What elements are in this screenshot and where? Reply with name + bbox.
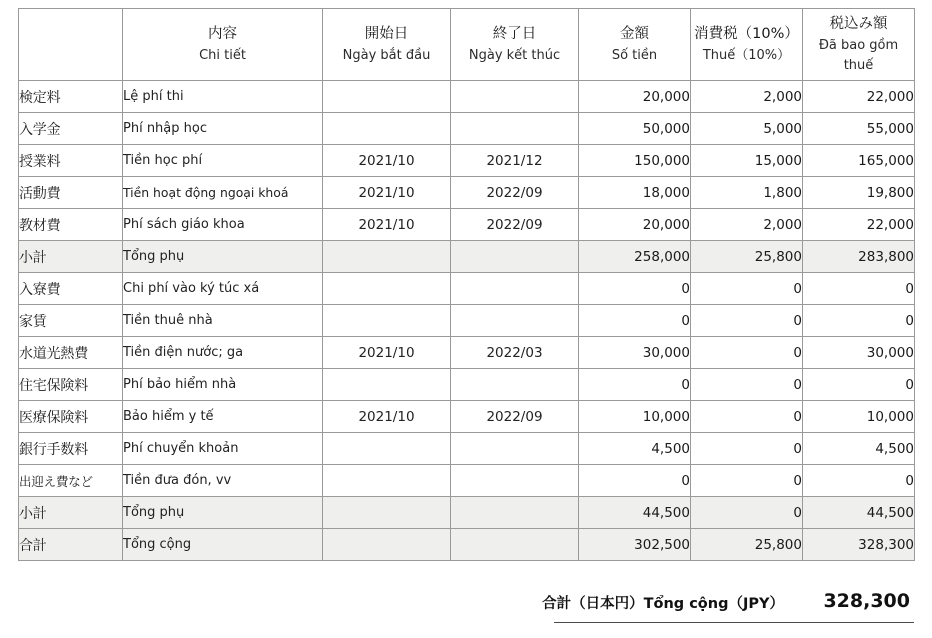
table-row [19, 209, 915, 241]
cell-description: Tiền hoạt động ngoại khoá [123, 177, 323, 209]
column-header-description-vi: Chi tiết [199, 47, 246, 63]
cell-description: Chi phí vào ký túc xá [123, 273, 323, 305]
cell-total: 283,800 [803, 241, 915, 273]
table-body [19, 81, 915, 561]
cell-description: Tiền thuê nhà [123, 305, 323, 337]
cell-description: Phí bảo hiểm nhà [123, 369, 323, 401]
table-row [19, 113, 915, 145]
cell-code: 銀行手数料 [19, 433, 123, 465]
cell-description: Bảo hiểm y tế [123, 401, 323, 433]
column-header-description-ja: 内容 [208, 26, 237, 43]
cell-amount: 4,500 [579, 433, 691, 465]
cell-tax: 0 [691, 369, 803, 401]
column-header-description [123, 9, 323, 81]
table-row [19, 81, 915, 113]
cell-tax: 0 [691, 337, 803, 369]
column-header-total-ja: 税込み額 [829, 16, 888, 33]
cell-total: 30,000 [803, 337, 915, 369]
cell-total: 165,000 [803, 145, 915, 177]
cell-start-date [323, 497, 451, 529]
cell-description: Tiền đưa đón, vv [123, 465, 323, 497]
cell-end-date [451, 529, 579, 561]
cell-amount: 44,500 [579, 497, 691, 529]
table-row [19, 273, 915, 305]
cell-tax: 25,800 [691, 529, 803, 561]
column-header-end-date [451, 9, 579, 81]
cell-total: 19,800 [803, 177, 915, 209]
cell-amount: 258,000 [579, 241, 691, 273]
cell-end-date [451, 305, 579, 337]
column-header-start-date-vi: Ngày bắt đầu [342, 47, 431, 63]
cell-code: 住宅保険料 [19, 369, 123, 401]
cell-total: 22,000 [803, 209, 915, 241]
table-row [19, 529, 915, 561]
grand-total-label: 合計（日本円）Tổng cộng（JPY） [542, 596, 784, 612]
cell-description: Tổng phụ [123, 497, 323, 529]
column-header-amount-vi: Số tiền [611, 47, 658, 63]
cell-code: 小計 [19, 241, 123, 273]
cell-amount: 0 [579, 273, 691, 305]
cell-amount: 0 [579, 465, 691, 497]
cell-total: 0 [803, 305, 915, 337]
cell-end-date: 2022/03 [451, 337, 579, 369]
cell-amount: 30,000 [579, 337, 691, 369]
cell-total: 0 [803, 465, 915, 497]
column-header-total-vi: Đã bao gồm thuế [818, 37, 899, 73]
table-row [19, 337, 915, 369]
cell-description: Tổng cộng [123, 529, 323, 561]
cell-description: Tiền học phí [123, 145, 323, 177]
column-header-end-date-ja: 終了日 [492, 26, 537, 43]
column-header-code [19, 9, 123, 81]
cell-total: 55,000 [803, 113, 915, 145]
cell-code: 教材費 [19, 209, 123, 241]
cell-end-date: 2022/09 [451, 209, 579, 241]
cell-amount: 20,000 [579, 209, 691, 241]
cell-start-date [323, 529, 451, 561]
cell-description: Phí nhập học [123, 113, 323, 145]
grand-total-block [18, 588, 914, 630]
table-row [19, 369, 915, 401]
table-header-row [19, 9, 915, 81]
cell-start-date: 2021/10 [323, 145, 451, 177]
column-header-tax [691, 9, 803, 81]
cell-end-date: 2022/09 [451, 177, 579, 209]
cell-amount: 10,000 [579, 401, 691, 433]
table-row [19, 401, 915, 433]
cell-total: 44,500 [803, 497, 915, 529]
cell-total: 10,000 [803, 401, 915, 433]
cell-code: 入寮費 [19, 273, 123, 305]
table-row [19, 177, 915, 209]
cell-end-date: 2021/12 [451, 145, 579, 177]
table-row [19, 305, 915, 337]
cell-tax: 0 [691, 273, 803, 305]
fee-table [18, 8, 915, 561]
cell-start-date: 2021/10 [323, 401, 451, 433]
column-header-amount [579, 9, 691, 81]
cell-code: 入学金 [19, 113, 123, 145]
cell-code: 合計 [19, 529, 123, 561]
table-row [19, 433, 915, 465]
cell-amount: 0 [579, 305, 691, 337]
table-row [19, 145, 915, 177]
cell-end-date [451, 433, 579, 465]
column-header-tax-ja: 消費税（10%） [694, 26, 799, 43]
cell-end-date [451, 273, 579, 305]
cell-start-date: 2021/10 [323, 209, 451, 241]
cell-description: Tiền điện nước; ga [123, 337, 323, 369]
cell-start-date: 2021/10 [323, 177, 451, 209]
cell-end-date: 2022/09 [451, 401, 579, 433]
cell-tax: 0 [691, 305, 803, 337]
cell-tax: 0 [691, 433, 803, 465]
cell-tax: 25,800 [691, 241, 803, 273]
cell-end-date [451, 113, 579, 145]
cell-description: Phí sách giáo khoa [123, 209, 323, 241]
cell-description: Tổng phụ [123, 241, 323, 273]
table-row [19, 465, 915, 497]
cell-code: 水道光熱費 [19, 337, 123, 369]
cell-code: 小計 [19, 497, 123, 529]
table-header [19, 9, 915, 81]
cell-code: 授業料 [19, 145, 123, 177]
cell-tax: 5,000 [691, 113, 803, 145]
cell-description: Phí chuyển khoản [123, 433, 323, 465]
cell-tax: 15,000 [691, 145, 803, 177]
column-header-amount-ja: 金額 [620, 26, 649, 43]
cell-total: 4,500 [803, 433, 915, 465]
cell-end-date [451, 497, 579, 529]
cell-tax: 0 [691, 497, 803, 529]
cell-end-date [451, 241, 579, 273]
cell-start-date: 2021/10 [323, 337, 451, 369]
cell-amount: 302,500 [579, 529, 691, 561]
cell-tax: 2,000 [691, 209, 803, 241]
table-row [19, 497, 915, 529]
cell-code: 活動費 [19, 177, 123, 209]
cell-amount: 20,000 [579, 81, 691, 113]
column-header-end-date-vi: Ngày kết thúc [468, 47, 561, 63]
column-header-total [803, 9, 915, 81]
cell-description: Lệ phí thi [123, 81, 323, 113]
cell-total: 22,000 [803, 81, 915, 113]
cell-total: 328,300 [803, 529, 915, 561]
cell-start-date [323, 273, 451, 305]
cell-start-date [323, 369, 451, 401]
cell-code: 家賃 [19, 305, 123, 337]
column-header-start-date [323, 9, 451, 81]
cell-amount: 0 [579, 369, 691, 401]
cell-tax: 0 [691, 401, 803, 433]
cell-amount: 50,000 [579, 113, 691, 145]
cell-start-date [323, 113, 451, 145]
column-header-tax-vi: Thuế（10%） [702, 47, 791, 63]
cell-amount: 18,000 [579, 177, 691, 209]
cell-start-date [323, 305, 451, 337]
cell-end-date [451, 81, 579, 113]
cell-code: 検定料 [19, 81, 123, 113]
column-header-start-date-ja: 開始日 [364, 26, 409, 43]
grand-total-value: 328,300 [823, 590, 910, 612]
cell-end-date [451, 465, 579, 497]
grand-total-underline [554, 622, 914, 623]
fee-statement-sheet [18, 8, 914, 561]
cell-tax: 0 [691, 465, 803, 497]
table-row [19, 241, 915, 273]
cell-tax: 2,000 [691, 81, 803, 113]
cell-start-date [323, 241, 451, 273]
cell-code: 医療保険料 [19, 401, 123, 433]
cell-start-date [323, 433, 451, 465]
cell-end-date [451, 369, 579, 401]
cell-code: 出迎え費など [19, 465, 123, 497]
cell-start-date [323, 465, 451, 497]
cell-start-date [323, 81, 451, 113]
cell-amount: 150,000 [579, 145, 691, 177]
cell-total: 0 [803, 273, 915, 305]
cell-total: 0 [803, 369, 915, 401]
cell-tax: 1,800 [691, 177, 803, 209]
